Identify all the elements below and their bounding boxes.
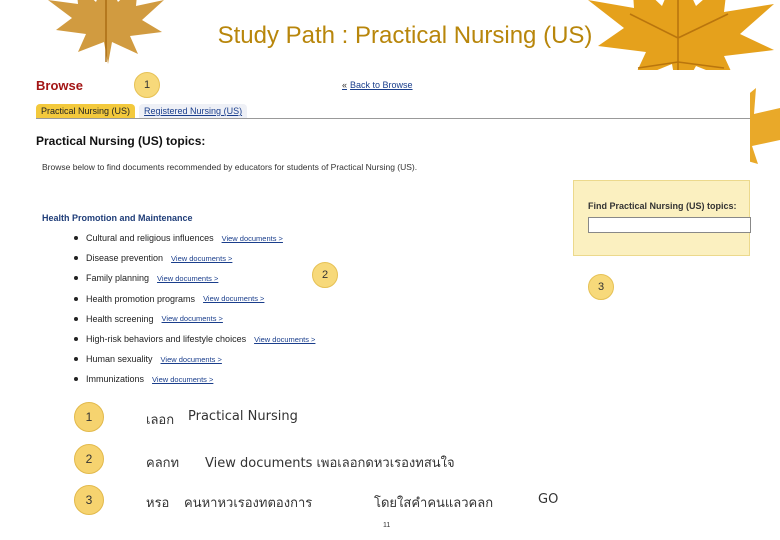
topic-label: Family planning (86, 273, 150, 284)
bullet-icon (74, 357, 78, 361)
topic-item (74, 248, 394, 268)
legend-1-text-a: เลอก (146, 413, 175, 428)
legend-3-text-b: คนหาหวเรองทตองการ (184, 496, 313, 511)
legend-marker-3: 3 (74, 485, 104, 515)
tab-divider (36, 118, 750, 119)
bullet-icon (74, 276, 78, 280)
view-documents-link[interactable]: View documents > (161, 314, 223, 324)
nursing-tabs (36, 104, 247, 118)
view-documents-link[interactable]: View documents > (254, 334, 316, 344)
legend-2-text-b: View documents เพอเลอกดหวเรองทสนใจ (205, 456, 455, 471)
view-documents-link[interactable]: View documents > (152, 374, 214, 384)
topic-item (74, 369, 394, 389)
view-documents-link[interactable]: View documents > (157, 273, 219, 283)
back-to-browse-label: Back to Browse (350, 80, 413, 90)
topic-item (74, 228, 394, 248)
legend-2-text-a: คลกท (146, 456, 180, 471)
view-documents-link[interactable]: View documents > (160, 354, 222, 364)
intro-text: Browse below to find documents recommended by educators for students of Practical Nursing (US). (42, 162, 418, 172)
topic-label: Cultural and religious influences (86, 233, 214, 244)
bullet-icon (74, 317, 78, 321)
topic-list (74, 228, 394, 390)
legend-marker-1: 1 (74, 402, 104, 432)
topic-label: Human sexuality (86, 354, 153, 365)
slide-title: Study Path : Practical Nursing (US) (217, 22, 593, 49)
topic-item (74, 349, 394, 369)
find-topics-box (573, 180, 750, 256)
find-topics-input[interactable] (588, 217, 751, 233)
browse-label: Browse (36, 78, 83, 93)
back-to-browse-link[interactable] (342, 80, 413, 90)
find-topics-label: Find Practical Nursing (US) topics: (588, 201, 737, 211)
bullet-icon (74, 256, 78, 260)
back-arrow-icon: « (342, 80, 348, 90)
topic-label: Immunizations (86, 374, 145, 385)
topic-item (74, 309, 394, 329)
callout-marker-3: 3 (588, 274, 614, 300)
page-number: 11 (383, 522, 391, 529)
topic-item (74, 289, 394, 309)
section-heading: Health Promotion and Maintenance (42, 213, 193, 223)
view-documents-link[interactable]: View documents > (221, 233, 283, 243)
bullet-icon (74, 337, 78, 341)
browse-screenshot (30, 70, 750, 390)
callout-marker-1: 1 (134, 72, 160, 98)
tab-registered-nursing[interactable]: Registered Nursing (US) (139, 104, 247, 118)
view-documents-link[interactable]: View documents > (171, 253, 233, 263)
tab-practical-nursing[interactable]: Practical Nursing (US) (36, 104, 135, 118)
legend-3-text-d: GO (538, 492, 559, 507)
legend-1-text-b: Practical Nursing (188, 409, 298, 424)
legend-marker-2: 2 (74, 444, 104, 474)
topics-heading: Practical Nursing (US) topics: (36, 134, 206, 148)
topic-item (74, 268, 394, 288)
bullet-icon (74, 297, 78, 301)
bullet-icon (74, 377, 78, 381)
topic-label: Health screening (86, 313, 154, 324)
topic-label: Health promotion programs (86, 293, 196, 304)
bullet-icon (74, 236, 78, 240)
callout-marker-2: 2 (312, 262, 338, 288)
legend-3-text-a: หรอ (146, 496, 170, 511)
legend-3-text-c: โดยใสคำคนแลวคลก (374, 496, 494, 511)
topic-label: High-risk behaviors and lifestyle choices (86, 334, 247, 345)
topic-label: Disease prevention (86, 253, 164, 264)
view-documents-link[interactable]: View documents > (203, 294, 265, 304)
topic-item (74, 329, 394, 349)
